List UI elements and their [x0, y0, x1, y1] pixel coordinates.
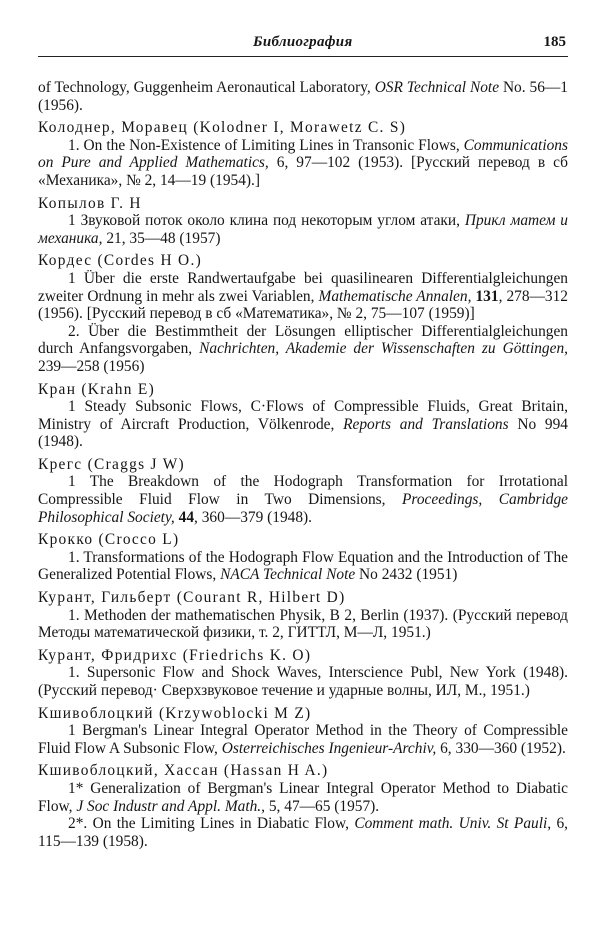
bibliography-body: [38, 79, 568, 855]
text-run: , 278—312 (1956). [Русский перевод в сб «Математика», № 2, 75—107 (1959)]: [38, 287, 569, 323]
entry-item: [38, 270, 568, 323]
bib-entry: [38, 531, 568, 584]
entry-author: Кшивоблоцкий (Krzywoblocki M Z): [38, 704, 312, 722]
text-run: 6, 330—360 (1952).: [436, 739, 566, 757]
text-run: Communications on Pure and Applied Mathematics,: [38, 136, 568, 172]
entry-item: [38, 398, 568, 451]
continuation-text: [38, 79, 568, 114]
text-run: No 2432 (1951): [355, 566, 458, 584]
entry-author: Колоднер, Моравец (Kolodner I, Morawetz C. S): [38, 119, 407, 137]
bib-entry: [38, 381, 568, 451]
text-run: 2*. On the Limiting Lines in Diabatic Flow,: [68, 815, 355, 833]
bib-entry: [38, 705, 568, 758]
entry-author: Кордес (Cordes H O.): [38, 252, 203, 270]
text-run: Nachrichten, Akademie der Wissenschaften zu Göttingen,: [199, 340, 568, 358]
text-run: 44: [174, 508, 195, 526]
text-run: 1 Звуковой поток около клина под некоторым углом атаки,: [68, 212, 465, 230]
text-run: 21, 35—48 (1957): [102, 229, 221, 247]
entry-author: Курант, Фридрихс (Friedrichs K. O): [38, 646, 312, 664]
entry-item: [38, 137, 568, 190]
entry-author: Кшивоблоцкий, Хассан (Hassan H A.): [38, 762, 329, 780]
bib-entry: [38, 647, 568, 700]
text-run: Прикл матем и механика,: [38, 212, 568, 247]
entry-item: [38, 815, 568, 850]
text-run: 1 Steady Subsonic Flows, C·Flows of Compressible Fluids, Great Britain, Ministry of Aircraft Production, Völkenrode,: [38, 398, 568, 433]
text-run: , 360—379 (1948).: [194, 508, 313, 526]
running-title: Библиография: [253, 34, 353, 50]
text-run: Osterreichisches Ingenieur-Archiv,: [221, 739, 437, 757]
text-run: 2. Über die Bestimmtheit der Lösungen elliptischer Differentialgleichungen durch Anfangsvorgaben,: [38, 322, 568, 358]
entry-author: Копылов Г. Н: [38, 194, 142, 212]
text-run: 1 Über die erste Randwertaufgabe bei quasilinearen Differentialgleichungen zweiter Ordnung in mehr als zwei Variablen,: [38, 269, 568, 305]
text-run: 6, 97—102 (1953). [Русский перевод в сб «Механика», № 2, 14—19 (1954).]: [38, 154, 568, 189]
text-run: 1* Generalization of Bergman's Linear Integral Operator Method to Diabatic Flow,: [38, 779, 568, 815]
entry-item: [38, 722, 568, 757]
text-run: 239—258 (1956): [38, 357, 145, 375]
bib-entry: [38, 252, 568, 375]
entry-item: [38, 780, 568, 815]
text-run: NACA Technical Note: [220, 566, 356, 584]
text-run: of Technology, Guggenheim Aeronautical Laboratory,: [38, 79, 375, 96]
text-run: 6, 115—139 (1958).: [38, 815, 569, 850]
bib-entry: [38, 456, 568, 526]
bib-entry: [38, 195, 568, 248]
page-number: 185: [543, 34, 566, 50]
entry-author: Крокко (Crocco L): [38, 531, 180, 549]
text-run: No. 56—1 (1956).: [38, 79, 568, 114]
bib-entry: [38, 119, 568, 189]
text-run: Reports and Translations: [343, 415, 509, 433]
text-run: Comment math. Univ. St Pauli,: [354, 815, 552, 833]
entry-item: [38, 664, 568, 699]
text-run: 1. Supersonic Flow and Shock Waves, Interscience Publ, New York (1948). (Русский перевод· Сверхзвуковое течение и ударные волны, ИЛ, М., 1951.): [38, 664, 568, 699]
text-run: 1 The Breakdown of the Hodograph Transformation for Irrotational Compressible Fluid Flow in Two Dimensions,: [38, 473, 568, 509]
entry-item: [38, 549, 568, 584]
text-run: Mathematische Annalen,: [318, 287, 472, 305]
text-run: Proceedings, Cambridge Philosophical Society,: [38, 491, 568, 526]
entry-author: Кран (Krahn E): [38, 380, 156, 398]
text-run: 1. Methoden der mathematischen Physik, B 2, Berlin (1937). (Русский перевод Методы математической физики, т. 2, ГИТТЛ, М—Л, 1951.): [38, 606, 568, 642]
bib-entry: [38, 589, 568, 642]
entry-item: [38, 323, 568, 376]
text-run: 1 Bergman's Linear Integral Operator Method in the Theory of Compressible Fluid Flow A Subsonic Flow,: [38, 722, 568, 757]
entry-item: [38, 473, 568, 526]
text-run: 131: [471, 287, 499, 305]
text-run: OSR Technical Note: [374, 79, 500, 96]
text-run: No 994 (1948).: [38, 415, 568, 451]
bib-entry: [38, 762, 568, 850]
text-run: 5, 47—65 (1957).: [265, 797, 380, 815]
text-run: 1. On the Non-Existence of Limiting Lines in Transonic Flows,: [68, 136, 464, 154]
entry-author: Курант, Гильберт (Courant R, Hilbert D): [38, 589, 346, 607]
text-run: 1. Transformations of the Hodograph Flow Equation and the Introduction of The Generalized Potential Flows,: [38, 548, 568, 584]
text-run: J Soc Industr and Appl. Math.,: [76, 797, 266, 815]
page-header: [38, 34, 568, 57]
entry-item: [38, 212, 568, 247]
entry-author: Крегс (Craggs J W): [38, 455, 185, 473]
entry-item: [38, 607, 568, 642]
